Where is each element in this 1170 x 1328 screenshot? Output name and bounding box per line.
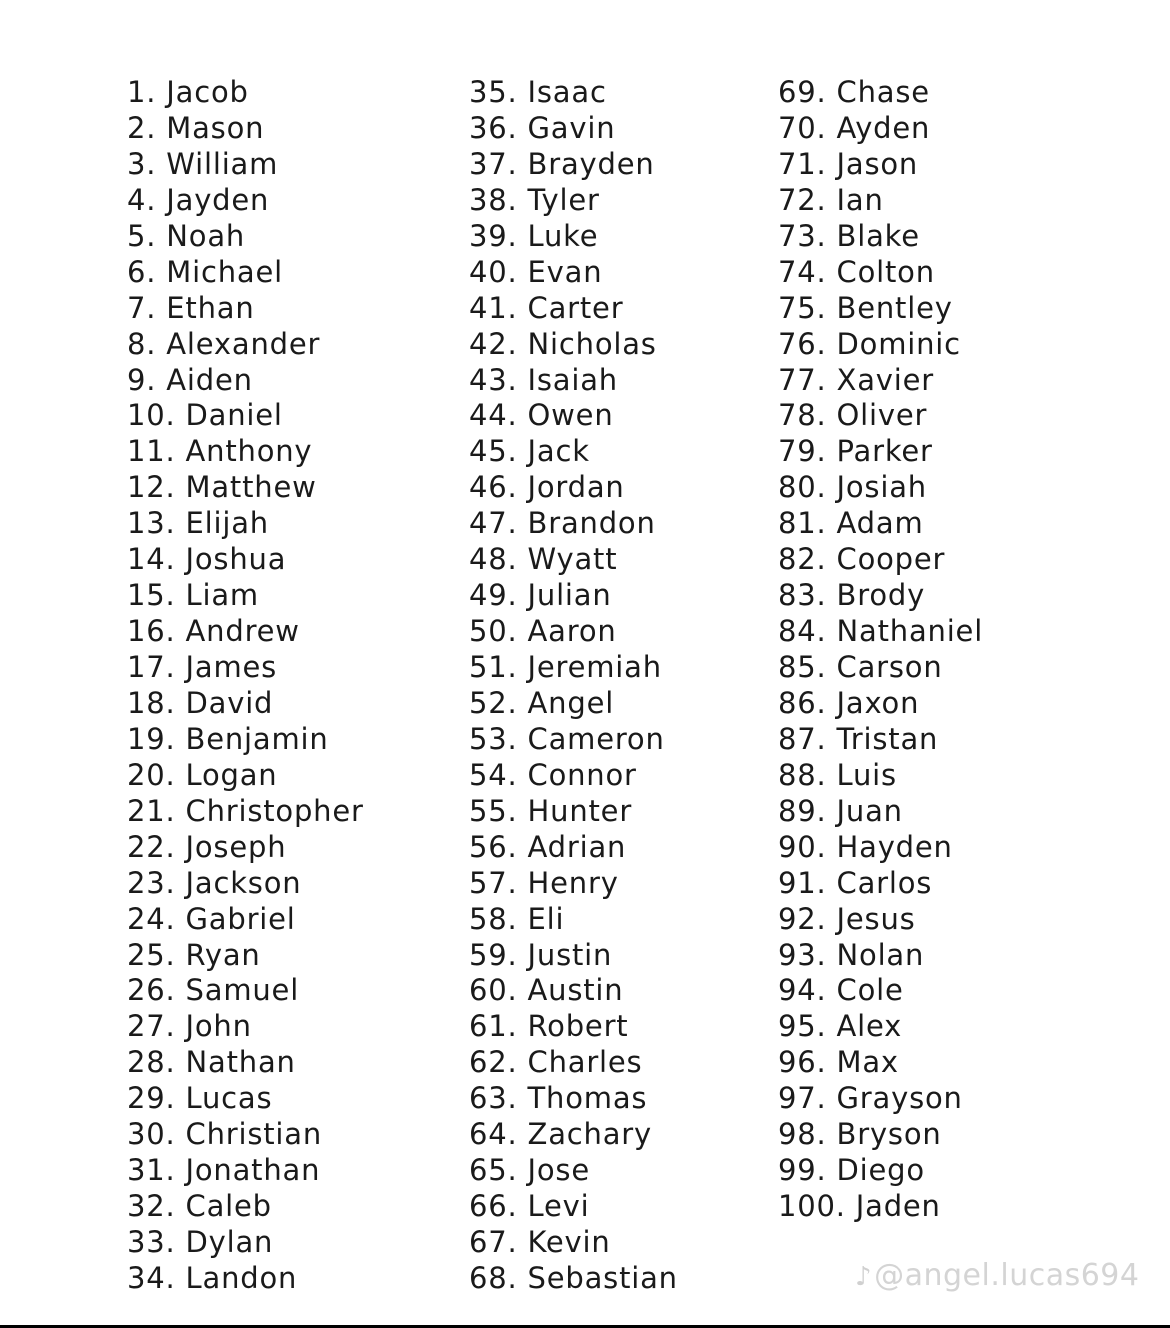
list-item: 69. Chase	[778, 75, 930, 109]
list-item: 1. Jacob	[127, 75, 249, 109]
names-column-3	[778, 75, 983, 1225]
list-item: 38. Tyler	[469, 182, 600, 217]
list-item: 10. Daniel	[127, 398, 283, 433]
list-item: 76. Dominic	[778, 326, 961, 361]
list-item: 44. Owen	[469, 398, 614, 433]
list-item: 83. Brody	[778, 578, 926, 613]
list-item: 6. Michael	[127, 254, 283, 289]
list-item: 46. Jordan	[469, 470, 625, 505]
list-item: 30. Christian	[127, 1117, 323, 1152]
list-item: 70. Ayden	[778, 110, 931, 145]
list-item: 4. Jayden	[127, 182, 270, 217]
list-item: 51. Jeremiah	[469, 650, 662, 684]
list-item: 71. Jason	[778, 146, 919, 181]
list-item: 86. Jaxon	[778, 685, 920, 720]
list-item: 99. Diego	[778, 1153, 925, 1188]
list-item: 93. Nolan	[778, 937, 925, 972]
list-item: 65. Jose	[469, 1153, 590, 1188]
list-item: 100. Jaden	[778, 1189, 941, 1224]
list-item: 60. Austin	[469, 973, 624, 1008]
list-item: 62. Charles	[469, 1045, 643, 1080]
list-item: 78. Oliver	[778, 398, 928, 433]
list-item: 55. Hunter	[469, 793, 633, 828]
list-item: 13. Elijah	[127, 506, 269, 541]
list-item: 43. Isaiah	[469, 362, 618, 397]
list-item: 17. James	[127, 650, 278, 684]
list-item: 34. Landon	[127, 1260, 298, 1295]
list-item: 85. Carson	[778, 650, 943, 684]
list-item: 66. Levi	[469, 1189, 590, 1224]
list-item: 67. Kevin	[469, 1225, 611, 1259]
list-item: 48. Wyatt	[469, 542, 618, 577]
list-item: 11. Anthony	[127, 434, 313, 469]
list-item: 72. Ian	[778, 182, 884, 217]
list-item: 57. Henry	[469, 865, 619, 900]
list-item: 47. Brandon	[469, 506, 656, 541]
names-column-1	[127, 75, 364, 1297]
list-item: 45. Jack	[469, 434, 590, 469]
list-item: 50. Aaron	[469, 614, 617, 649]
tiktok-icon: ♪	[855, 1262, 873, 1292]
list-item: 26. Samuel	[127, 973, 300, 1008]
list-item: 41. Carter	[469, 290, 624, 325]
list-item: 16. Andrew	[127, 614, 300, 649]
names-column-2	[469, 75, 678, 1297]
list-item: 95. Alex	[778, 1009, 903, 1044]
list-item: 59. Justin	[469, 937, 613, 972]
list-item: 31. Jonathan	[127, 1153, 321, 1188]
list-item: 63. Thomas	[469, 1081, 648, 1116]
list-item: 9. Aiden	[127, 362, 253, 397]
list-item: 33. Dylan	[127, 1225, 274, 1259]
list-item: 39. Luke	[469, 218, 599, 253]
list-item: 58. Eli	[469, 901, 565, 936]
list-item: 88. Luis	[778, 757, 897, 792]
list-item: 5. Noah	[127, 218, 246, 253]
list-item: 87. Tristan	[778, 721, 939, 756]
list-item: 2. Mason	[127, 110, 265, 145]
list-item: 64. Zachary	[469, 1117, 652, 1152]
list-item: 98. Bryson	[778, 1117, 942, 1152]
list-item: 81. Adam	[778, 506, 924, 541]
list-item: 54. Connor	[469, 757, 637, 792]
list-item: 21. Christopher	[127, 793, 364, 828]
list-item: 24. Gabriel	[127, 901, 296, 936]
list-item: 19. Benjamin	[127, 721, 329, 756]
list-item: 35. Isaac	[469, 75, 607, 109]
list-item: 27. John	[127, 1009, 252, 1044]
watermark-text: @angel.lucas694	[874, 1258, 1140, 1293]
list-item: 40. Evan	[469, 254, 603, 289]
list-item: 94. Cole	[778, 973, 904, 1008]
list-item: 74. Colton	[778, 254, 935, 289]
list-item: 18. David	[127, 685, 274, 720]
list-item: 23. Jackson	[127, 865, 302, 900]
list-item: 61. Robert	[469, 1009, 629, 1044]
list-item: 20. Logan	[127, 757, 278, 792]
list-item: 28. Nathan	[127, 1045, 296, 1080]
list-item: 14. Joshua	[127, 542, 287, 577]
list-item: 32. Caleb	[127, 1189, 272, 1224]
list-item: 90. Hayden	[778, 829, 953, 864]
list-item: 68. Sebastian	[469, 1260, 678, 1295]
list-item: 79. Parker	[778, 434, 933, 469]
list-item: 22. Joseph	[127, 829, 287, 864]
list-item: 3. William	[127, 146, 279, 181]
list-item: 12. Matthew	[127, 470, 317, 505]
list-item: 77. Xavier	[778, 362, 934, 397]
list-item: 52. Angel	[469, 685, 615, 720]
list-item: 49. Julian	[469, 578, 612, 613]
list-item: 8. Alexander	[127, 326, 321, 361]
list-item: 56. Adrian	[469, 829, 627, 864]
list-item: 82. Cooper	[778, 542, 946, 577]
list-item: 75. Bentley	[778, 290, 953, 325]
list-item: 7. Ethan	[127, 290, 255, 325]
list-item: 97. Grayson	[778, 1081, 963, 1116]
watermark	[855, 1258, 1139, 1293]
list-item: 89. Juan	[778, 793, 903, 828]
list-item: 53. Cameron	[469, 721, 665, 756]
list-item: 25. Ryan	[127, 937, 261, 972]
list-item: 84. Nathaniel	[778, 614, 984, 649]
list-item: 42. Nicholas	[469, 326, 657, 361]
list-item: 80. Josiah	[778, 470, 927, 505]
list-item: 91. Carlos	[778, 865, 933, 900]
list-item: 92. Jesus	[778, 901, 916, 936]
list-item: 96. Max	[778, 1045, 899, 1080]
list-item: 37. Brayden	[469, 146, 655, 181]
list-item: 15. Liam	[127, 578, 259, 613]
list-item: 36. Gavin	[469, 110, 616, 145]
list-item: 29. Lucas	[127, 1081, 273, 1116]
list-item: 73. Blake	[778, 218, 920, 253]
